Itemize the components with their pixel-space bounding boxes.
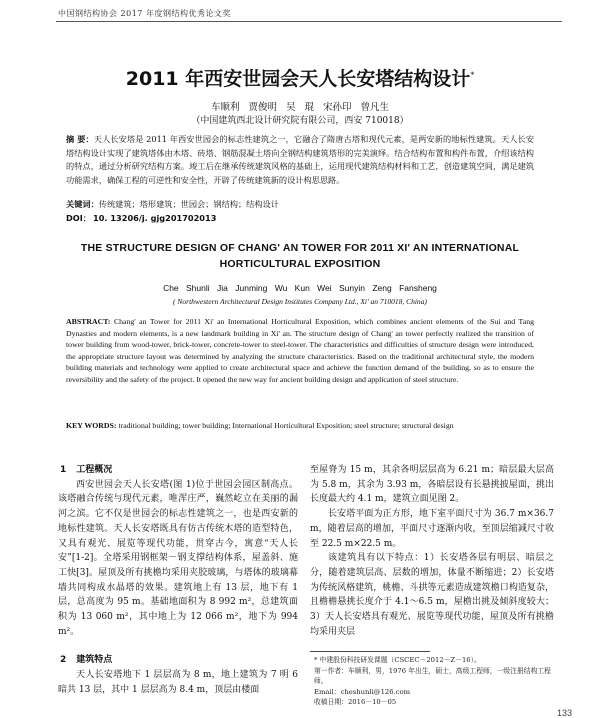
abstract-en bbox=[66, 316, 534, 385]
keywords-en-label: KEY WORDS: bbox=[66, 421, 117, 430]
paper-title-en: THE STRUCTURE DESIGN OF CHANG' AN TOWER FOR 2011 XI' AN INTERNATIONAL HORTICULTURAL EXPOSITION bbox=[80, 242, 520, 270]
footnote: 第一作者：车顺利，男，1976 年出生，硕士，高级工程师，一级注册结构工程师。 bbox=[314, 666, 551, 686]
section-heading bbox=[60, 653, 298, 668]
running-head: 中国钢结构协会 2017 年度钢结构优秀论文奖 bbox=[58, 9, 231, 18]
doi-label: DOI： bbox=[66, 213, 91, 223]
affiliation-en: ( Northwestern Architectural Design Institutes Company Ltd., Xi' an 710018, China) bbox=[173, 297, 427, 306]
footnotes bbox=[314, 655, 554, 708]
abstract-cn bbox=[66, 133, 534, 187]
section-heading bbox=[60, 463, 298, 478]
abstract-cn-text: 天人长安塔是 2011 年西安世园会的标志性建筑之一，它融合了隋唐古塔和现代元素，是两安新的地标性建筑。天人长安塔结构设计实现了建筑塔体由木塔、砖塔、钢筋混凝土塔向全钢结构建筑塔形的完美演绎。结合结构布置和构件布置，介绍该结构的特点，通过分析研究结构方案。竣工后在继承传统建筑风格的基础上，运用现代建筑结构材料和工艺，创造建筑空间，满足建筑功能需求，确保工程的可逆性和安全性，开辟了传统建筑新的设计构思思路。 bbox=[66, 134, 534, 185]
doi-value: 10. 13206/j. gjg201702013 bbox=[93, 213, 217, 223]
abstract-en-text: Chang' an Tower for 2011 Xi' an International Horticultural Exposition, which combines ancient elements of the Sui and Tang Dynasties and modern elements, is a new landmark building in Xi' an. The structure design of Chang' an tower perfectly realized the transition of tower building from wood-tower, brick-tower, concrete-tower to steel-tower. The characteristics and difficulties of structure design were introduced, the appropriate structure layout was determined by analyzing the structure characteristics. Based on the traditional architectural style, the modern building materials and technology were applied to create architectural space and achieve the function demand of the building, so as to ensure the reversibility and the safety of the project. It opened the new way for ancient building design and application of steel structure. bbox=[66, 317, 535, 384]
section-number: 2 bbox=[60, 655, 67, 666]
body-paragraph: 天人长安塔地下 1 层层高为 8 m，地上建筑为 7 明 6 暗共 13 层，其中 1 层层高为 8.4 m，顶层由楼面 bbox=[58, 670, 298, 695]
section-number: 1 bbox=[60, 465, 67, 475]
keywords-cn-text: 传统建筑；塔形建筑；世园会；钢结构；结构设计 bbox=[98, 199, 279, 209]
abstract-cn-label: 摘 要： bbox=[66, 134, 94, 144]
keywords-cn-label: 关键词： bbox=[66, 199, 99, 209]
footnote: Email：cheshunli@126.com bbox=[314, 687, 411, 696]
abstract-en-label: ABSTRACT: bbox=[66, 317, 111, 326]
keywords-en-text: traditional building; tower building; International Horticultural Exposition; steel structure; structural design bbox=[118, 421, 454, 430]
footnote: 收稿日期：2016－10－05 bbox=[314, 698, 397, 707]
section-title: 建筑特点 bbox=[76, 655, 113, 666]
body-paragraph: 该建筑具有以下特点：1）长安塔各层有明层、暗层之分，随着建筑层高、层数的增加，体量不断缩进；2）长安塔为传统风格建筑，桃檐、斗拱等元素造成建筑檐口构造复杂，且檐檐悬挑长度介于 4.1～6.5 m，屋檐出挑及倾斜度较大；3）天人长安塔具有观光、展览等现代功能，屋顶及所有挑檐均采用夹层 bbox=[310, 553, 554, 637]
affiliation-cn: （中国建筑西北设计研究院有限公司，西安 710018） bbox=[191, 116, 409, 126]
authors-cn: 车顺利 贾俊明 吴 琨 宋孙印 曾凡生 bbox=[210, 102, 390, 113]
paper-title-cn bbox=[0, 64, 600, 91]
body-paragraph: 长安塔平面为正方形，地下室平面尺寸为 36.7 m×36.7 m，随着层高的增加，平面尺寸逐渐内收，至顶层缩减尺寸收至 22.5 m×22.5 m。 bbox=[310, 509, 554, 549]
body-column-right bbox=[310, 463, 554, 639]
title-text: 2011 年西安世园会天人长安塔结构设计 bbox=[125, 68, 471, 90]
keywords-en bbox=[66, 420, 534, 432]
doi bbox=[66, 213, 218, 224]
body-paragraph: 至屋脊为 15 m，其余各明层层高为 6.21 m；暗层最大层高为 5.8 m，其余为 3.93 m，各暗层设有长悬挑披屋面，挑出长度最大约 4.1 m，建筑立面见图 2。 bbox=[310, 465, 554, 505]
title-footnote-mark: * bbox=[470, 70, 475, 80]
header-rule bbox=[56, 21, 562, 22]
body-column-left bbox=[58, 463, 298, 698]
body-paragraph: 西安世园会天人长安塔(图 1)位于世园会园区制高点。该塔融合传统与现代元素，唯浑庄严，巍然屹立在美丽的漏河之滨。它不仅是世园会的标志性建筑之一，也是西安新的地标性建筑。天人长安塔既具有仿古传统木塔的造型特色，又具有观光、展览等现代功能，贯穿古今，寓意“天人长安”[1-2]。全塔采用钢框架－钢支撑结构体系，屋盖斜、施工快[3]。屋顶及所有挑檐均采用夹胶玻璃，与塔体的玻璃幕墙共同构成水晶塔的效果。建筑地上有 13 层，地下有 1 层，总高度为 95 m。基础地面积为 8 992 m²，总建筑面积为 13 060 m²，其中地上为 12 066 m²，地下为 994 m²。 bbox=[58, 479, 298, 637]
footnote: * 中建股份科技研发课题（CSCEC－2012－Z－16）。 bbox=[314, 656, 481, 664]
authors-en: Che Shunli Jia Junming Wu Kun Wei Sunyin Zeng Fansheng bbox=[163, 283, 437, 293]
section-title: 工程概况 bbox=[76, 465, 113, 475]
footnote-rule bbox=[310, 651, 430, 652]
page-number: 133 bbox=[556, 708, 572, 718]
keywords-cn bbox=[66, 199, 534, 210]
